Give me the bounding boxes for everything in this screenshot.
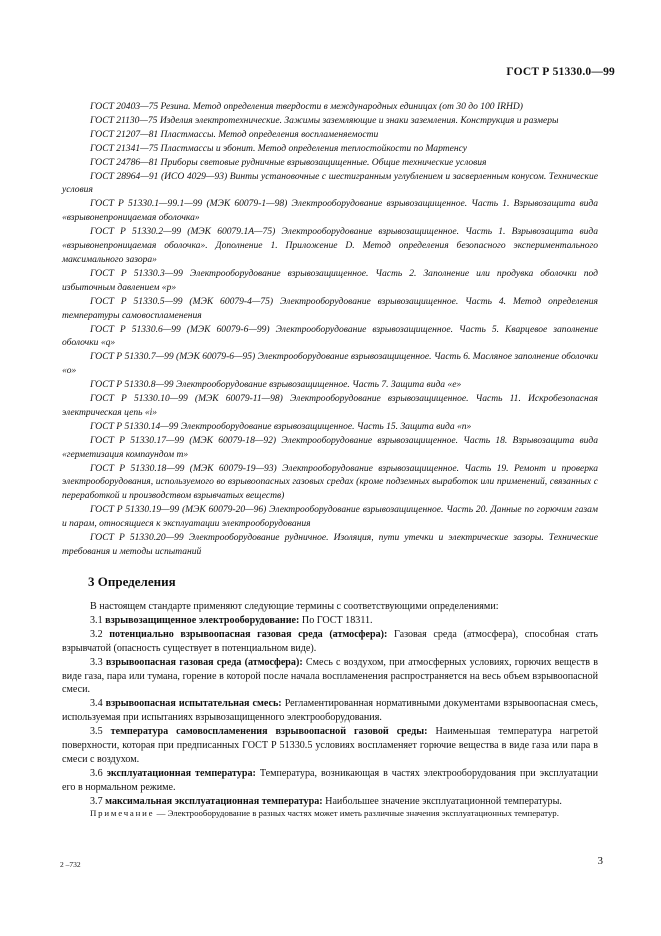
definition-term: взрывозащищенное электрооборудование:: [105, 614, 300, 626]
note-text: — Электрооборудование в разных частях может иметь различные значения эксплуатационных температур.: [154, 808, 559, 818]
definition-term: температура самовоспламенения взрывоопасной газовой среды:: [110, 726, 428, 738]
definition-term: потенциально взрывоопасная газовая среда (атмосфера):: [109, 628, 388, 640]
definitions-body: [62, 600, 598, 809]
reference-item: ГОСТ 20403—75 Резина. Метод определения твердости в международных единицах (от 30 до 100 IRHD): [90, 101, 523, 112]
definition-text: Наименьшая температура нагретой поверхности, которая при предписанных ГОСТ Р 51330.5 условиях воспламеняет горючие вещества в виде газа или пара в смеси с воздухом.: [62, 726, 598, 765]
definition-number: 3.4: [90, 698, 103, 710]
section-title: 3 Определения: [88, 574, 176, 589]
definition-number: 3.1: [90, 614, 103, 626]
definition-number: 3.2: [90, 628, 103, 640]
reference-item: ГОСТ Р 51330.17—99 (МЭК 60079-18—92) Электрооборудование взрывозащищенное. Часть 18. Взрывозащита вида «герметизация компаундом т»: [62, 434, 598, 460]
definition-item: [62, 725, 598, 767]
reference-item: ГОСТ Р 51330.10—99 (МЭК 60079-11—98) Электрооборудование взрывозащищенное. Часть 11. Искробезопасная электрическая цепь «i»: [62, 393, 598, 418]
reference-item: ГОСТ Р 51330.14—99 Электрооборудование взрывозащищенное. Часть 15. Защита вида «п»: [90, 420, 472, 432]
definition-text: По ГОСТ 18311.: [299, 614, 373, 626]
note-block: [62, 807, 598, 820]
definition-item: [62, 628, 598, 656]
reference-item: ГОСТ Р 51330.1—99.1—99 (МЭК 60079-1—98) Электрооборудование взрывозащищенное. Часть 1. Взрывозащита вида «взрывонепроницаемая оболочка»: [62, 198, 598, 224]
definition-text: Температура, возникающая в частях электрооборудования при эксплуатации его в нормальном режиме.: [62, 767, 598, 793]
section-intro: В настоящем стандарте применяют следующие термины с соответствующими определениями:: [90, 601, 499, 612]
definition-term: максимальная эксплуатационная температура:: [105, 795, 323, 807]
definition-item: [62, 767, 598, 795]
definition-number: 3.7: [90, 795, 103, 807]
reference-item: ГОСТ Р 51330.5—99 (МЭК 60079-4—75) Электрооборудование взрывозащищенное. Часть 4. Метод определения температуры самовоспламенения: [62, 295, 598, 321]
definition-term: эксплуатационная температура:: [106, 767, 256, 779]
definition-term: взрывоопасная испытательная смесь:: [105, 698, 282, 710]
definition-item: [62, 614, 598, 628]
references-list: [62, 100, 598, 559]
reference-item: ГОСТ 21130—75 Изделия электротехнические. Зажимы заземляющие и знаки заземления. Конструкция и размеры: [90, 114, 559, 126]
reference-item: ГОСТ Р 51330.2—99 (МЭК 60079.1А—75) Электрооборудование взрывозащищенное. Часть 1. Взрывозащита вида «взрывонепроницаемая оболочка». Дополнение 1. Приложение D. Метод определения безопасного экспериментального максимального зазора»: [62, 226, 598, 265]
definition-text: Регламентированная нормативными документами взрывоопасная смесь, используемая при испытаниях взрывозащищенного электрооборудования.: [62, 698, 598, 724]
page-number: 3: [597, 855, 603, 867]
definition-item: [62, 656, 598, 698]
reference-item: ГОСТ Р 51330.3—99 Электрооборудование взрывозащищенное. Часть 2. Заполнение или продувка оболочки под избыточным давлением «р»: [62, 267, 598, 293]
reference-item: ГОСТ Р 51330.18—99 (МЭК 60079-19—93) Электрооборудование взрывозащищенное. Часть 19. Ремонт и проверка электрооборудования, используемого во взрывоопасных газовых средах (кроме подземных выработок или применений, связанных с переработкой и производством взрывчатых веществ): [62, 462, 598, 502]
definition-text: Газовая среда (атмосфера), способная стать взрывчатой (опасность существует в потенциальном виде).: [62, 628, 598, 654]
definition-text: Смесь с воздухом, при атмосферных условиях, горючих веществ в виде газа, пара или тумана, горение в которой после начала воспламенения распространяется на весь объем взрывоопасной смеси.: [62, 656, 598, 696]
definition-text: Наибольшее значение эксплуатационной температуры.: [322, 795, 562, 807]
reference-item: ГОСТ 28964—91 (ИСО 4029—93) Винты установочные с шестигранным углублением и засверленным конусом. Технические условия: [62, 170, 598, 196]
footer-code: 2 –732: [60, 860, 81, 869]
reference-item: ГОСТ 24786—81 Приборы световые рудничные взрывозащищенные. Общие технические условия: [90, 156, 487, 168]
reference-item: ГОСТ Р 51330.20—99 Электрооборудование рудничное. Изоляция, пути утечки и электрические зазоры. Технические требования и методы испытаний: [62, 532, 598, 557]
definition-number: 3.3: [90, 656, 103, 668]
definition-item: [62, 697, 598, 725]
definition-number: 3.5: [90, 726, 103, 738]
reference-item: ГОСТ 21341—75 Пластмассы и эбонит. Метод определения теплостойкости по Мартенсу: [90, 142, 467, 154]
document-header: ГОСТ Р 51330.0—99: [506, 66, 615, 78]
reference-item: ГОСТ Р 51330.6—99 (МЭК 60079-6—99) Электрооборудование взрывозащищенное. Часть 5. Кварцевое заполнение оболочки «q»: [62, 323, 598, 349]
reference-item: ГОСТ Р 51330.7—99 (МЭК 60079-6—95) Электрооборудование взрывозащищенное. Часть 6. Масляное заполнение оболочки «о»: [62, 351, 598, 377]
note-label: Примечание: [90, 808, 155, 818]
definition-number: 3.6: [90, 767, 103, 779]
reference-item: ГОСТ 21207—81 Пластмассы. Метод определения воспламеняемости: [90, 128, 379, 140]
definition-term: взрывоопасная газовая среда (атмосфера):: [105, 656, 303, 668]
reference-item: ГОСТ Р 51330.8—99 Электрооборудование взрывозащищенное. Часть 7. Защита вида «е»: [90, 379, 462, 391]
reference-item: ГОСТ Р 51330.19—99 (МЭК 60079-20—96) Электрооборудование взрывозащищенное. Часть 20. Данные по горючим газам и парам, относящиеся к эксплуатации электрооборудования: [62, 504, 598, 530]
